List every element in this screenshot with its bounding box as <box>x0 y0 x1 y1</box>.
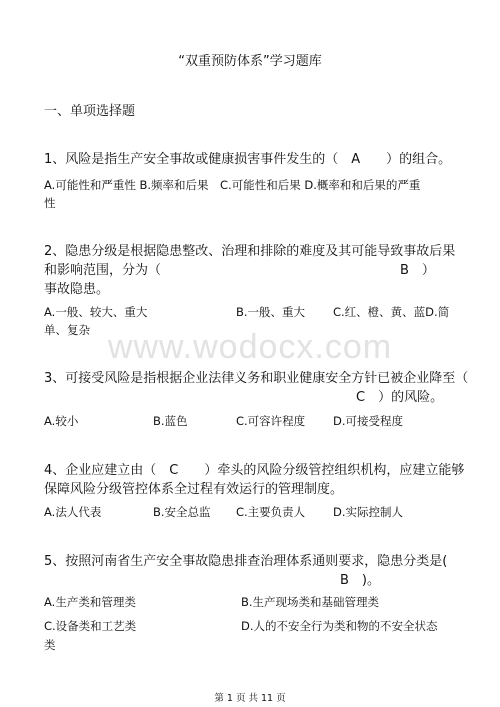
question-5-option-a: A.生产类和管理类 <box>44 595 136 609</box>
watermark: www.wodocx.com <box>107 328 393 366</box>
page-footer: 第 1 页 共 11 页 <box>214 693 286 704</box>
question-2-text: 2、隐患分级是根据隐患整改、治理和排除的难度及其可能导致事故后果 <box>44 244 456 259</box>
question-5-option-d: D.人的不安全行为类和物的不安全状态 <box>241 619 438 633</box>
question-4-option-d: D.实际控制人 <box>333 505 404 519</box>
question-5-text-line2: B )。 <box>340 573 380 588</box>
question-2-text-line2: 和影响范围，分为（ <box>44 263 162 278</box>
question-5-text: 5、按照河南省生产安全事故隐患排查治理体系通则要求，隐患分类是( <box>44 554 448 569</box>
question-3-text: 3、可接受风险是指根据企业法律义务和职业健康安全方针已被企业降至（ <box>44 371 469 386</box>
question-4-text-line2: 保障风险分级管控体系全过程有效运行的管理制度。 <box>44 482 344 497</box>
question-2-options-cont: 单、复杂 <box>44 323 90 337</box>
question-2-option-a: A.一般、较大、重大 <box>44 305 148 319</box>
question-5-option-d-cont: 类 <box>44 638 56 652</box>
question-1-text: 1、风险是指生产安全事故或健康损害事件发生的（ A ）的组合。 <box>44 152 452 167</box>
question-5-option-c: C.设备类和工艺类 <box>44 619 137 633</box>
question-2-option-cd: C.红、橙、黄、蓝D.简 <box>333 305 450 319</box>
section-heading: 一、单项选择题 <box>44 104 136 119</box>
question-2-answer: B ） <box>400 263 435 278</box>
question-4-option-a: A.法人代表 <box>44 505 102 519</box>
question-4-option-c: C.主要负责人 <box>236 505 306 519</box>
question-3-text-line2: C ）的风险。 <box>356 390 444 405</box>
question-3-option-b: B.蓝色 <box>153 414 188 428</box>
question-2-option-b: B.一般、重大 <box>236 305 306 319</box>
question-4-option-b: B.安全总监 <box>153 505 211 519</box>
question-3-option-c: C.可容许程度 <box>236 414 306 428</box>
question-3-option-d: D.可接受程度 <box>333 414 404 428</box>
question-5-option-b: B.生产现场类和基础管理类 <box>241 595 380 609</box>
question-4-text: 4、企业应建立由（ C ）牵头的风险分级管控组织机构，应建立能够 <box>44 463 465 478</box>
question-2-text-line3: 事故隐患。 <box>44 282 110 297</box>
document-title: “双重预防体系”学习题库 <box>178 54 322 69</box>
question-1-options-cont: 性 <box>44 196 56 210</box>
question-3-option-a: A.较小 <box>44 414 79 428</box>
question-1-options: A.可能性和严重性 B.频率和后果 C.可能性和后果 D.概率和和后果的严重 <box>44 178 421 192</box>
